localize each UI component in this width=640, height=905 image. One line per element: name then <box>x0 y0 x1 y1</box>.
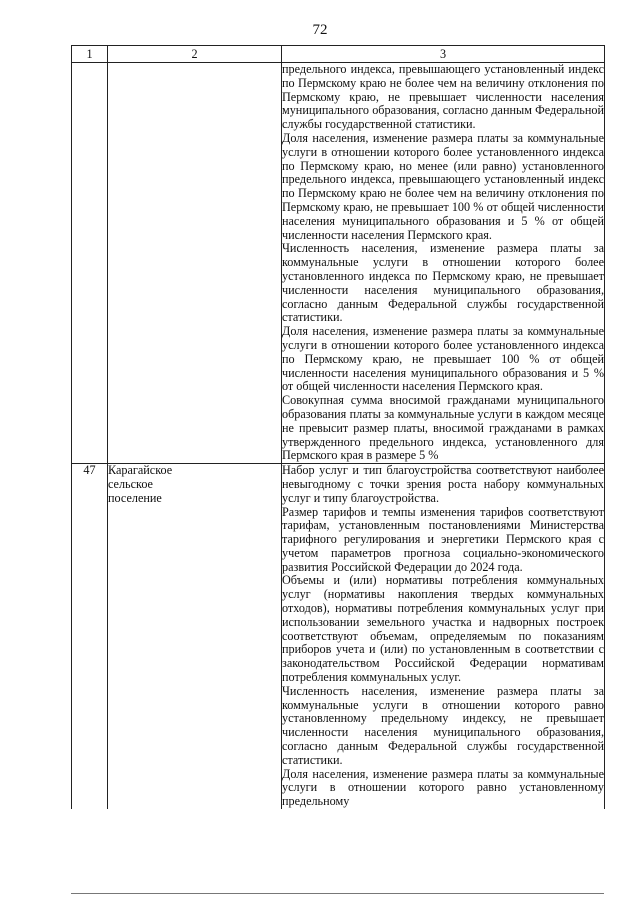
condition-paragraph: Объемы и (или) нормативы потребления коммунальных услуг (нормативы накопления твердых коммунальных отходов), нормативы потребления коммунальных услуг при использовании земельного участка и надворных построек соответствуют объемам, определяемым по показаниям приборов учета и (или) по установленным в соответствии с законодательством Российской Федерации нормативам потребления коммунальных услуг. <box>282 573 604 685</box>
column-header-1: 1 <box>72 46 108 63</box>
table-row <box>72 464 605 809</box>
condition-paragraph: Численность населения, изменение размера платы за коммунальные услуги в отношении которого равно установленному предельному индексу, не превышает численности населения муниципального образования, согласно данным Федеральной службы государственной статистики. <box>282 683 604 767</box>
condition-paragraph: Доля населения, изменение размера платы за коммунальные услуги в отношении которого более установленного индекса по Пермскому краю, не превышает 100 % от общей численности населения муниципального образования и 5 % от общей численности населения Пермского края. <box>282 324 604 394</box>
municipality-name <box>108 63 282 464</box>
row-number <box>72 63 108 464</box>
municipality-name-line: Карагайское <box>108 463 173 478</box>
condition-paragraph: Размер тарифов и темпы изменения тарифов соответствуют тарифам, установленным постановлениями Министерства тарифного регулирования и энергетики Пермского края с учетом параметров прогноза социально-экономического развития Российской Федерации до 2024 года. <box>282 504 604 574</box>
conditions-cell <box>282 464 605 809</box>
condition-paragraph: Доля населения, изменение размера платы за коммунальные услуги в отношении которого равно установленному предельному <box>282 766 604 809</box>
document-table <box>71 45 605 809</box>
page-bottom-rule <box>71 893 604 894</box>
condition-paragraph: Доля населения, изменение размера платы за коммунальные услуги в отношении которого более установленного индекса по Пермскому краю, но менее (или равно) установленного предельного индекса, превышающего установленный индекс по Пермскому краю не более чем на величину отклонения по Пермскому краю, не превышает 100 % от общей численности населения муниципального образования и 5 % от общей численности населения Пермского края. <box>282 130 604 242</box>
row-number: 47 <box>72 464 108 809</box>
table-header-row <box>72 46 605 63</box>
column-header-3: 3 <box>282 46 605 63</box>
conditions-cell <box>282 63 605 464</box>
condition-paragraph: Набор услуг и тип благоустройства соответствуют наиболее невыгодному с точки зрения роста набору коммунальных услуг и типу благоустройства. <box>282 463 604 505</box>
page-number: 72 <box>312 22 328 38</box>
municipality-name <box>108 464 282 809</box>
table-row <box>72 63 605 464</box>
municipality-name-line: сельское <box>108 476 153 491</box>
municipality-name-line: поселение <box>108 490 162 505</box>
condition-paragraph: Совокупная сумма вносимой гражданами муниципального образования платы за коммунальные услуги в каждом месяце не превысит размер платы, вносимой гражданами в рамках утвержденного предельного индекса, установленного для Пермского края в размере 5 % <box>282 393 604 463</box>
condition-paragraph: предельного индекса, превышающего установленный индекс по Пермскому краю не более чем на величину отклонения по Пермскому краю, не превышает численности населения муниципального образования, согласно данным Федеральной службы государственной статистики. <box>282 62 604 132</box>
condition-paragraph: Численность населения, изменение размера платы за коммунальные услуги в отношении которого более установленного индекса по Пермскому краю, не превышает численности населения муниципального образования, согласно данным Федеральной службы государственной статистики. <box>282 241 604 325</box>
column-header-2: 2 <box>108 46 282 63</box>
